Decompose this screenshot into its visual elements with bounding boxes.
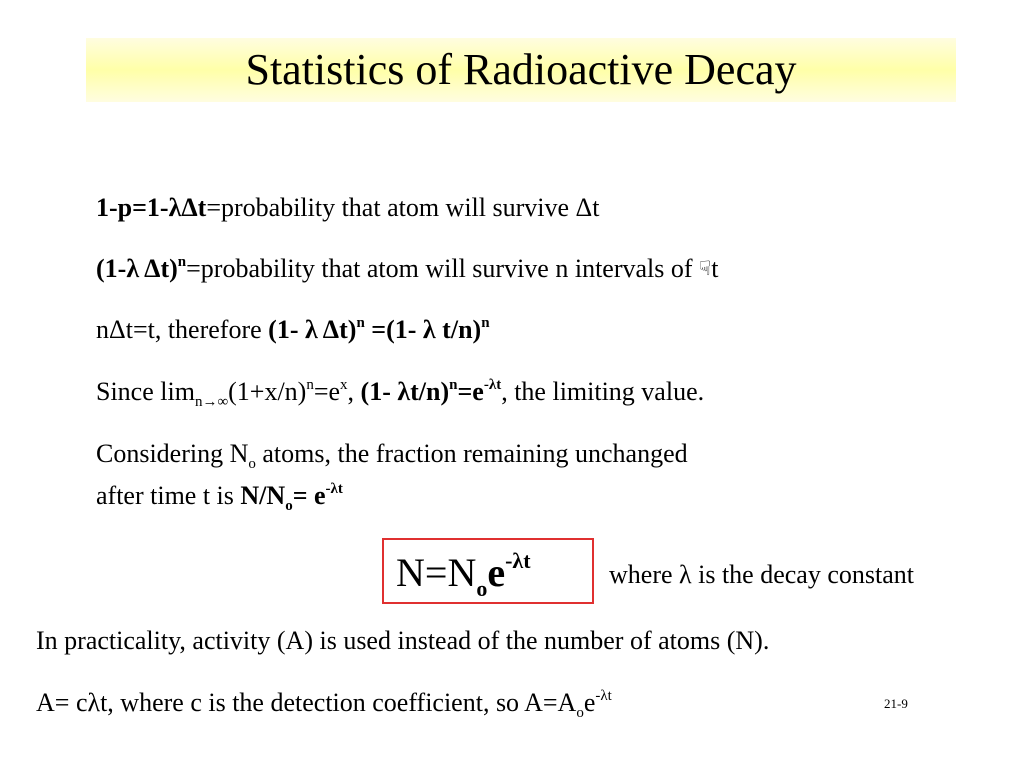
text: t bbox=[711, 254, 719, 283]
text: =probability that atom will survive Δt bbox=[206, 193, 600, 222]
superscript: -λt bbox=[483, 377, 502, 393]
subscript: n→∞ bbox=[194, 394, 229, 410]
text: e bbox=[583, 688, 596, 717]
superscript: n bbox=[356, 315, 365, 331]
line-survival-probability bbox=[96, 193, 600, 223]
formula-subscript: o bbox=[476, 576, 488, 601]
text: , the limiting value. bbox=[501, 377, 705, 406]
line-therefore bbox=[96, 315, 490, 349]
expr: =(1- λ t/n) bbox=[364, 315, 482, 344]
subscript: o bbox=[576, 705, 584, 721]
text: =e bbox=[313, 377, 341, 406]
expr: (1-λ Δt) bbox=[96, 254, 178, 283]
pointing-hand-glyph-icon: ☟ bbox=[699, 258, 712, 280]
decay-formula bbox=[396, 550, 531, 602]
superscript: x bbox=[340, 377, 348, 393]
line-limit bbox=[96, 377, 704, 411]
expr: (1- λ Δt) bbox=[268, 315, 357, 344]
expr: = e bbox=[292, 481, 326, 510]
text: atoms, the fraction remaining unchanged bbox=[255, 439, 688, 468]
subscript: o bbox=[285, 498, 293, 514]
text: nΔt=t, therefore bbox=[96, 315, 269, 344]
formula-note: where λ is the decay constant bbox=[609, 560, 914, 589]
text: (1+x/n) bbox=[228, 377, 307, 406]
text: =probability that atom will survive n intervals of bbox=[186, 254, 700, 283]
slide-number: 21-9 bbox=[884, 696, 908, 711]
expr: =e bbox=[457, 377, 484, 406]
expr-1-p: 1-p=1-λΔt bbox=[96, 193, 207, 222]
expr: N/N bbox=[240, 481, 286, 510]
superscript: -λt bbox=[595, 688, 612, 704]
superscript: -λt bbox=[325, 481, 343, 497]
line-considering bbox=[96, 439, 688, 473]
text: A= cλt, where c is the detection coefficient, so A=A bbox=[36, 688, 577, 717]
formula-e: e bbox=[487, 550, 506, 595]
line-activity bbox=[36, 688, 612, 722]
superscript: n bbox=[481, 315, 490, 331]
formula-main: N=N bbox=[396, 550, 477, 595]
expr: (1- λt/n) bbox=[360, 377, 450, 406]
line-fraction bbox=[96, 481, 343, 515]
line-n-intervals bbox=[96, 254, 718, 288]
text: after time t is bbox=[96, 481, 241, 510]
text: Considering N bbox=[96, 439, 249, 468]
superscript: n bbox=[449, 377, 458, 393]
superscript: n bbox=[177, 254, 187, 270]
subscript: o bbox=[248, 456, 256, 472]
line-practicality: In practicality, activity (A) is used instead of the number of atoms (N). bbox=[36, 626, 770, 655]
text: Since lim bbox=[96, 377, 195, 406]
text: , bbox=[347, 377, 361, 406]
superscript: n bbox=[306, 377, 314, 393]
slide-title: Statistics of Radioactive Decay bbox=[245, 45, 797, 94]
formula-superscript: -λt bbox=[505, 548, 531, 573]
